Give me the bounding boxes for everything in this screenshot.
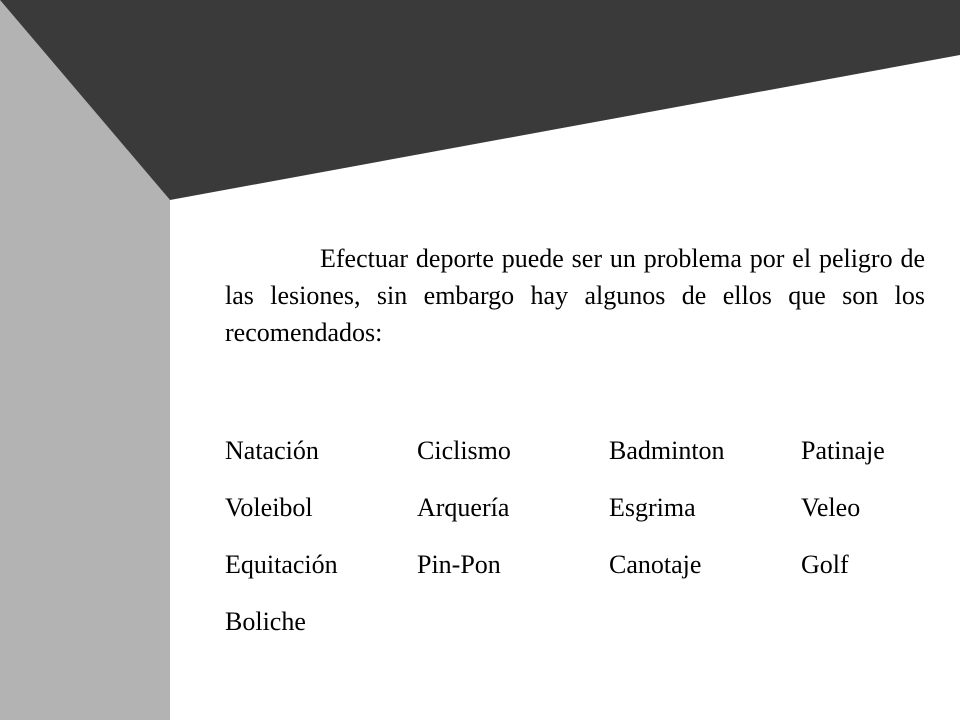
sport-item: Golf	[801, 550, 849, 579]
sport-item: Canotaje	[609, 550, 702, 579]
sport-item: Patinaje	[801, 436, 885, 465]
sport-item: Boliche	[225, 607, 306, 636]
sport-item: Voleibol	[225, 493, 313, 522]
sport-item: Badminton	[609, 436, 725, 465]
sports-grid	[225, 431, 941, 659]
intro-paragraph: Efectuar deporte puede ser un problema por el peligro de las lesiones, sin embargo hay algunos de ellos que son los recomendados:	[225, 244, 925, 347]
sport-item: Equitación	[225, 550, 338, 579]
sport-item: Esgrima	[609, 493, 696, 522]
sport-item: Natación	[225, 436, 319, 465]
sport-item: Arquería	[417, 493, 510, 522]
sport-item: Veleo	[801, 493, 861, 522]
sport-item: Pin-Pon	[417, 550, 501, 579]
sport-item: Ciclismo	[417, 436, 511, 465]
